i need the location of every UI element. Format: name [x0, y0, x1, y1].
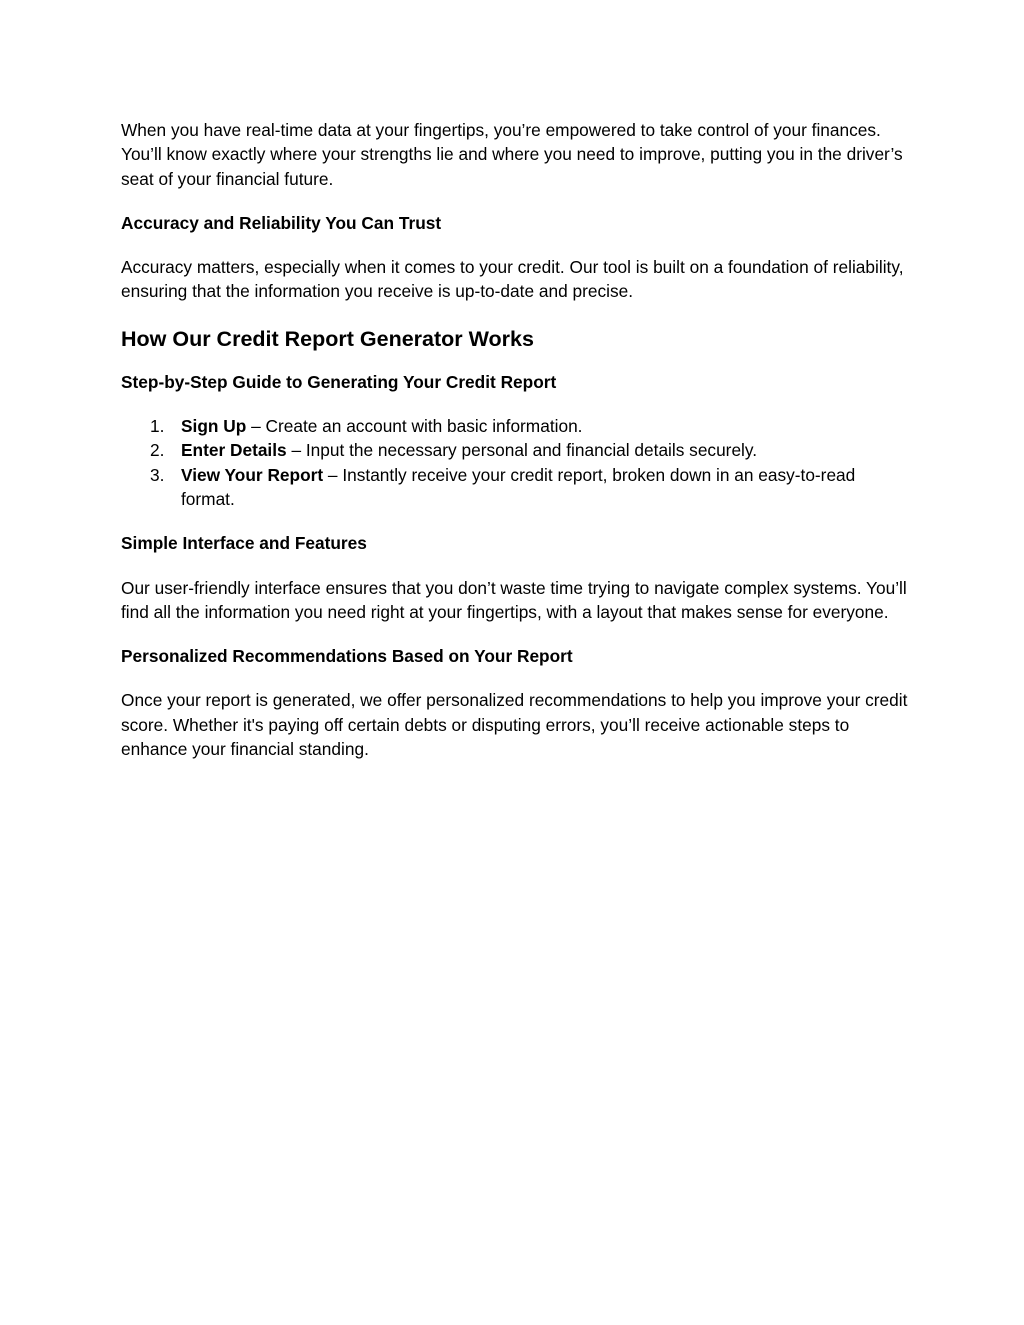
- guide-heading: Step-by-Step Guide to Generating Your Credit Report: [121, 371, 557, 392]
- step-title: View Your Report: [181, 464, 324, 485]
- interface-paragraph: Our user-friendly interface ensures that you don’t waste time trying to navigate complex systems. You’ll find all the information you need right at your fingertips, with a layout that makes sense for everyone.: [121, 577, 907, 622]
- step-number: 1.: [150, 416, 165, 437]
- step-item-view-report: [121, 463, 911, 512]
- step-text: – Instantly receive your credit report, broken down in an easy-to-read format.: [181, 464, 856, 509]
- step-text: – Input the necessary personal and financial details securely.: [286, 440, 758, 461]
- step-title: Sign Up: [181, 416, 247, 437]
- document-page: [121, 118, 911, 781]
- step-item-enter-details: [121, 438, 911, 462]
- step-number: 2.: [150, 440, 165, 461]
- step-item-sign-up: [121, 414, 911, 438]
- intro-paragraph: When you have real-time data at your fingertips, you’re empowered to take control of your finances. You’ll know exactly where your strengths lie and where you need to improve, putting you in the driver’s seat of your financial future.: [121, 120, 903, 189]
- recommendations-heading: Personalized Recommendations Based on Your Report: [121, 646, 573, 667]
- accuracy-paragraph: Accuracy matters, especially when it comes to your credit. Our tool is built on a foundation of reliability, ensuring that the information you receive is up-to-date and precise.: [121, 257, 904, 302]
- step-text: – Create an account with basic information.: [246, 416, 583, 437]
- accuracy-heading: Accuracy and Reliability You Can Trust: [121, 212, 442, 233]
- step-number: 3.: [150, 464, 165, 485]
- steps-list: [121, 414, 911, 511]
- how-it-works-heading: How Our Credit Report Generator Works: [121, 326, 534, 351]
- interface-heading: Simple Interface and Features: [121, 533, 367, 554]
- recommendations-paragraph: Once your report is generated, we offer personalized recommendations to help you improve your credit score. Whether it's paying off certain debts or disputing errors, you’ll receive actionable steps to enhance your financial standing.: [121, 690, 908, 760]
- step-title: Enter Details: [181, 440, 287, 461]
